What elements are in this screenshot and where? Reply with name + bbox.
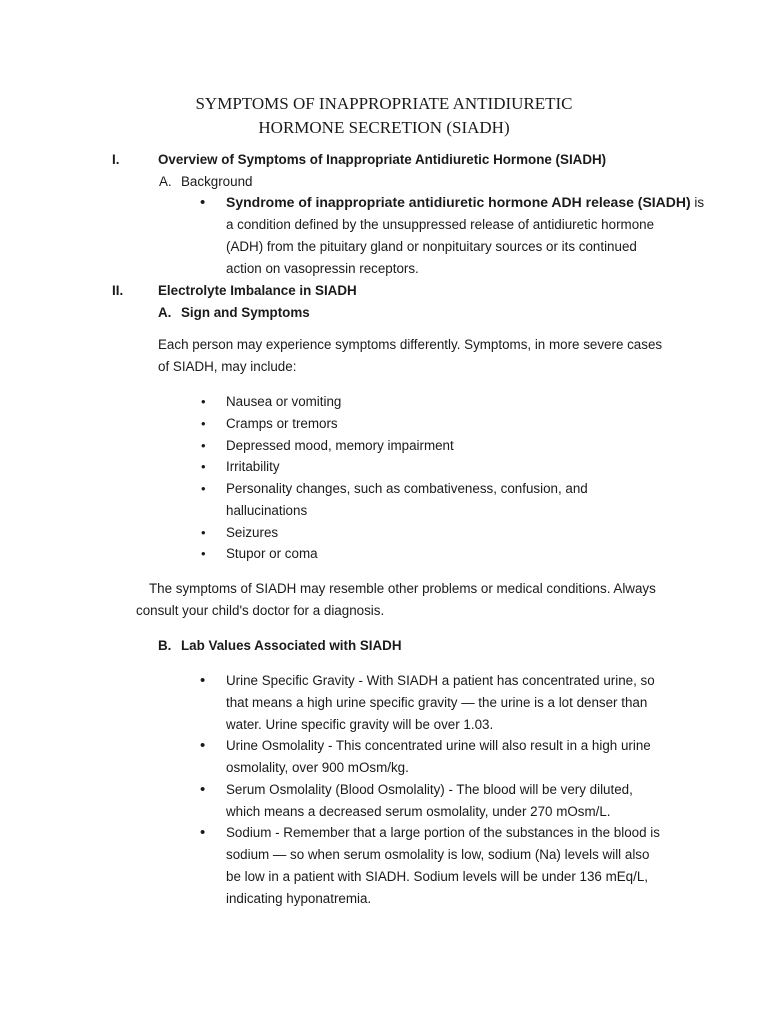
symptom-item: Depressed mood, memory impairment (226, 438, 454, 453)
lab-value-line: sodium — so when serum osmolality is low, sodium (Na) levels will also (226, 847, 650, 862)
lab-value-line: Urine Specific Gravity - With SIADH a patient has concentrated urine, so (226, 673, 655, 688)
symptom-item: Irritability (226, 459, 280, 474)
section-2-sub-b-label: B. (158, 638, 172, 653)
lab-value-line: Serum Osmolality (Blood Osmolality) - The blood will be very diluted, (226, 782, 633, 797)
bullet-icon: • (201, 459, 206, 474)
bullet-icon: • (201, 481, 206, 496)
lab-value-line: which means a decreased serum osmolality, under 270 mOsm/L. (226, 804, 611, 819)
symptom-item: Personality changes, such as combativeness, confusion, and (226, 481, 588, 496)
siadh-definition-line-2: a condition defined by the unsuppressed release of antidiuretic hormone (226, 217, 655, 232)
siadh-definition-line-4: action on vasopressin receptors. (226, 261, 419, 276)
lab-value-line: be low in a patient with SIADH. Sodium levels will be under 136 mEq/L, (226, 869, 649, 884)
section-1-numeral: I. (112, 152, 120, 167)
symptom-item: Cramps or tremors (226, 416, 338, 431)
siadh-definition-tail: is (690, 195, 705, 210)
siadh-definition-line-1 (226, 192, 704, 214)
lab-value-line: Sodium - Remember that a large portion of the substances in the blood is (226, 825, 660, 840)
bullet-icon: • (201, 438, 206, 453)
bullet-icon: • (200, 737, 206, 754)
bullet-icon: • (201, 546, 206, 561)
symptom-item: Stupor or coma (226, 546, 318, 561)
siadh-definition-line-3: (ADH) from the pituitary gland or nonpituitary sources or its continued (226, 239, 637, 254)
symptom-item-continued: hallucinations (226, 503, 308, 518)
section-2-sub-b-text: Lab Values Associated with SIADH (181, 638, 402, 653)
symptoms-intro-line-2: of SIADH, may include: (158, 359, 297, 374)
lab-value-line: Urine Osmolality - This concentrated urine will also result in a high urine (226, 738, 651, 753)
siadh-definition-bold: Syndrome of inappropriate antidiuretic hormone ADH release (SIADH) (226, 194, 691, 210)
section-2-numeral: II. (112, 283, 124, 298)
bullet-icon: • (200, 781, 206, 798)
section-1-sub-a-label: A. (159, 174, 172, 189)
symptoms-note-line-1: The symptoms of SIADH may resemble other problems or medical conditions. Always (149, 581, 656, 596)
bullet-icon: • (201, 416, 206, 431)
section-1-sub-a-text: Background (181, 174, 253, 189)
document-title-line-1: SYMPTOMS OF INAPPROPRIATE ANTIDIURETIC (195, 94, 573, 113)
bullet-icon: • (200, 672, 206, 689)
lab-value-line: osmolality, over 900 mOsm/kg. (226, 760, 409, 775)
symptoms-intro-line-1: Each person may experience symptoms differently. Symptoms, in more severe cases (158, 337, 663, 352)
lab-value-line: that means a high urine specific gravity — the urine is a lot denser than (226, 695, 648, 710)
bullet-icon: • (201, 394, 206, 409)
section-2-sub-a-text: Sign and Symptoms (181, 305, 310, 320)
section-2-sub-a-label: A. (158, 305, 172, 320)
lab-value-line: indicating hyponatremia. (226, 891, 372, 906)
document-title-line-2: HORMONE SECRETION (SIADH) (258, 118, 510, 137)
lab-value-line: water. Urine specific gravity will be over 1.03. (226, 717, 494, 732)
bullet-icon: • (201, 525, 206, 540)
symptoms-note-line-2: consult your child's doctor for a diagnosis. (136, 603, 385, 618)
bullet-icon: • (200, 824, 206, 841)
section-2-heading: Electrolyte Imbalance in SIADH (158, 283, 357, 298)
symptom-item: Nausea or vomiting (226, 394, 342, 409)
bullet-icon: • (200, 194, 206, 211)
section-1-heading: Overview of Symptoms of Inappropriate Antidiuretic Hormone (SIADH) (158, 152, 607, 167)
symptom-item: Seizures (226, 525, 279, 540)
